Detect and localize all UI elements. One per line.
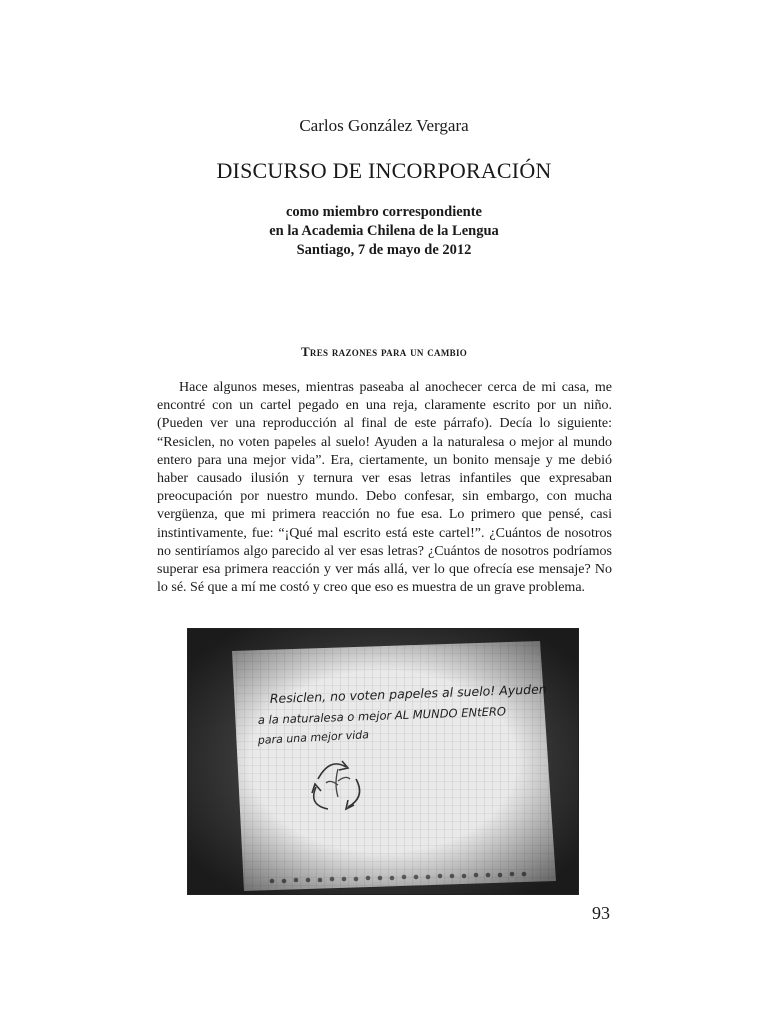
body-paragraph: Hace algunos meses, mientras paseaba al anochecer cerca de mi casa, me encontré con un cartel pegado en una reja, claramente escrito por un niño. (Pueden ver una reproducción al final de este párrafo). Decía lo siguiente: “Resiclen, no voten papeles al suelo! Ayuden a la naturalesa o mejor al mundo entero para una mejor vida”. Era, ciertamente, un bonito mensaje y me debió haber causado ilusión y ternura ver esas letras infantiles que expresaban preocupación por nuestro mundo. Debo confesar, sin embargo, con mucha vergüenza, que mi primera reacción no fue esa. Lo primero que pensé, casi instintivamente, fue: “¡Qué mal escrito está este cartel!”. ¿Cuántos de nosotros no sentiríamos algo parecido al ver esas letras? ¿Cuántos de nosotros podríamos superar esa primera reacción y ver más allá, ver lo que ofrecía ese mensaje? No lo sé. Sé que a mí me costó y creo que eso es muestra de un grave problema. <box>157 380 612 596</box>
page-number: 93 <box>592 903 610 923</box>
subtitle-line: Santiago, 7 de mayo de 2012 <box>296 242 472 258</box>
subtitle-line: en la Academia Chilena de la Lengua <box>269 223 499 239</box>
author-name: Carlos González Vergara <box>299 116 469 135</box>
handwritten-sign-photo <box>188 629 578 894</box>
subtitle-block <box>0 203 768 260</box>
document-title: DISCURSO DE INCORPORACIÓN <box>216 158 552 183</box>
photo-figure <box>187 628 579 895</box>
subtitle-line: como miembro correspondiente <box>286 204 482 220</box>
section-heading: Tres razones para un cambio <box>300 344 468 359</box>
